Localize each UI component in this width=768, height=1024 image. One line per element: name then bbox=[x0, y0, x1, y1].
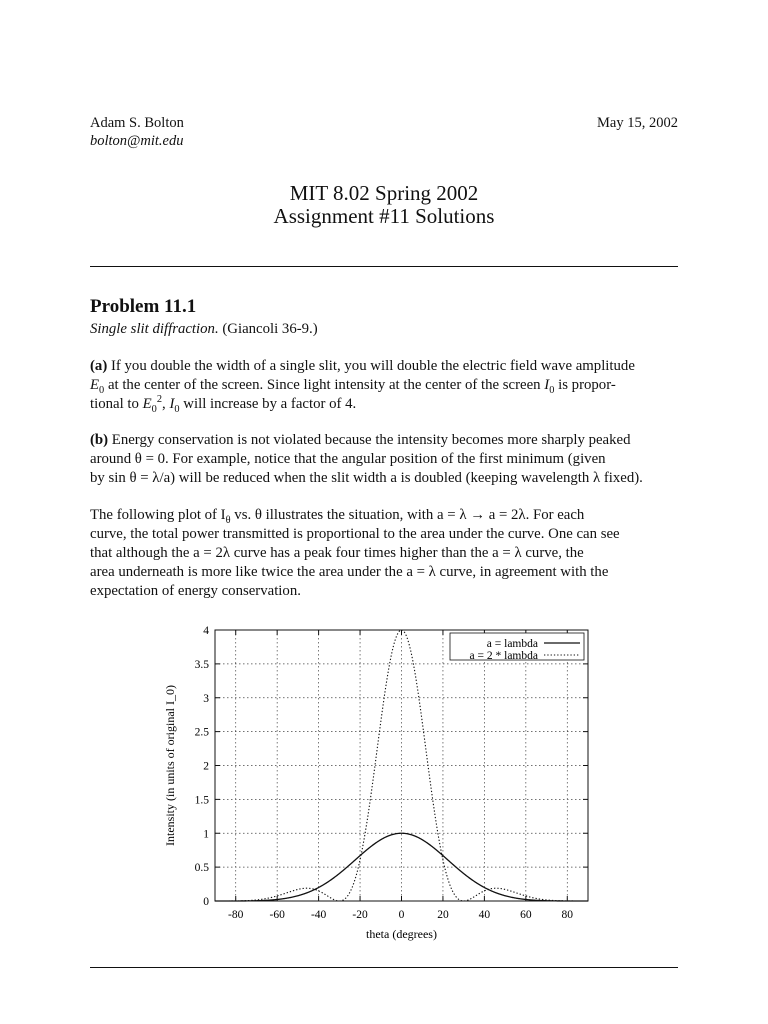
discussion-line1b: vs. θ illustrates the situation, with a = λ → a = 2λ. For each bbox=[234, 507, 585, 523]
intensity-chart bbox=[150, 615, 610, 950]
legend-label: a = lambda bbox=[486, 638, 538, 650]
title-line2: Assignment #11 Solutions bbox=[273, 204, 495, 228]
y-tick-label: 1.5 bbox=[194, 794, 209, 807]
discussion-line2: curve, the total power transmitted is proportional to the area under the curve. One can see bbox=[90, 526, 620, 542]
part-a-text2: at the center of the screen. Since light intensity at the center of the screen bbox=[107, 377, 541, 393]
legend-label: a = 2 * lambda bbox=[469, 650, 538, 662]
x-tick-label: -60 bbox=[269, 909, 285, 921]
x-tick-label: 80 bbox=[561, 909, 574, 921]
y-tick-label: 0 bbox=[203, 896, 209, 908]
problem-subtitle-italic: Single slit diffraction. bbox=[90, 321, 219, 337]
footer-rule bbox=[90, 967, 678, 968]
y-tick-label: 0.5 bbox=[194, 862, 209, 875]
y-axis-label: Intensity (in units of original I_0) bbox=[163, 685, 177, 846]
problem-heading: Problem 11.1 bbox=[90, 296, 197, 317]
discussion: The following plot of $I_\theta$ vs. θ illustrates the situation, with a = λ → a = 2λ. For each curve, the total power transmitted is proportional to the area under the curve. One can see that although the a = 2λ curve has a peak four times higher than the a = λ curve, the area underneath is more like twice the area under the a = λ curve, in agreement with the expectation of energy conservation. bbox=[90, 507, 620, 599]
part-b bbox=[90, 431, 678, 488]
discussion-line4: area underneath is more like twice the area under the a = λ curve, in agreement with the bbox=[90, 564, 609, 580]
part-a-text3: is propor- bbox=[558, 377, 616, 393]
x-tick-label: 60 bbox=[520, 909, 532, 921]
y-tick-label: 2.5 bbox=[194, 726, 209, 739]
chart-ticks bbox=[195, 625, 588, 921]
problem-subtitle bbox=[90, 320, 678, 339]
part-b-text3: by sin θ = λ/a) will be reduced when the slit width a is doubled (keeping wavelength λ fixed). bbox=[90, 470, 643, 486]
x-axis-label: theta (degrees) bbox=[366, 927, 437, 941]
y-tick-label: 2 bbox=[203, 760, 209, 773]
x-tick-label: -40 bbox=[310, 909, 327, 921]
part-a-label: (a) bbox=[90, 358, 108, 374]
part-b-text1: Energy conservation is not violated because the intensity becomes more sharply peaked bbox=[111, 432, 631, 448]
author-email: bolton@mit.edu bbox=[90, 133, 184, 149]
part-a-text1: If you double the width of a single slit, you will double the electric field wave amplitude bbox=[110, 358, 635, 374]
date: May 15, 2002 bbox=[597, 115, 678, 131]
x-tick-label: -80 bbox=[228, 909, 244, 921]
part-a-text5: will increase by a factor of 4. bbox=[183, 396, 357, 412]
problem-subtitle-ref: (Giancoli 36-9.) bbox=[222, 321, 318, 337]
part-a-text4: tional to bbox=[90, 396, 139, 412]
chart-grid bbox=[215, 630, 588, 901]
y-tick-label: 4 bbox=[203, 625, 209, 637]
chart-legend bbox=[450, 633, 584, 662]
part-b-text2: around θ = 0. For example, notice that the angular position of the first minimum (given bbox=[90, 451, 606, 467]
title-line1: MIT 8.02 Spring 2002 bbox=[289, 181, 479, 205]
x-tick-label: 0 bbox=[398, 909, 405, 921]
discussion-line5: expectation of energy conservation. bbox=[90, 583, 301, 599]
discussion-line3: that although the a = 2λ curve has a peak four times higher than the a = λ curve, the bbox=[90, 545, 584, 561]
y-tick-label: 3.5 bbox=[194, 658, 209, 671]
x-tick-label: 40 bbox=[478, 909, 491, 921]
part-a: (a) If you double the width of a single slit, you will double the electric field wave amplitude $E_0$ at the center of the screen. Since light intensity at the center of the screen $I_0$ is propor- tional to $E_0^2$, $I_0$ will increase by a factor of 4. bbox=[90, 358, 635, 415]
x-tick-label: -20 bbox=[352, 909, 368, 921]
author-name: Adam S. Bolton bbox=[90, 115, 184, 131]
y-tick-label: 1 bbox=[203, 828, 209, 841]
y-tick-label: 3 bbox=[203, 692, 209, 705]
discussion-line1: The following plot of I bbox=[90, 507, 226, 523]
x-tick-label: 20 bbox=[437, 909, 449, 921]
title-rule bbox=[90, 266, 678, 267]
part-b-label: (b) bbox=[90, 432, 109, 448]
